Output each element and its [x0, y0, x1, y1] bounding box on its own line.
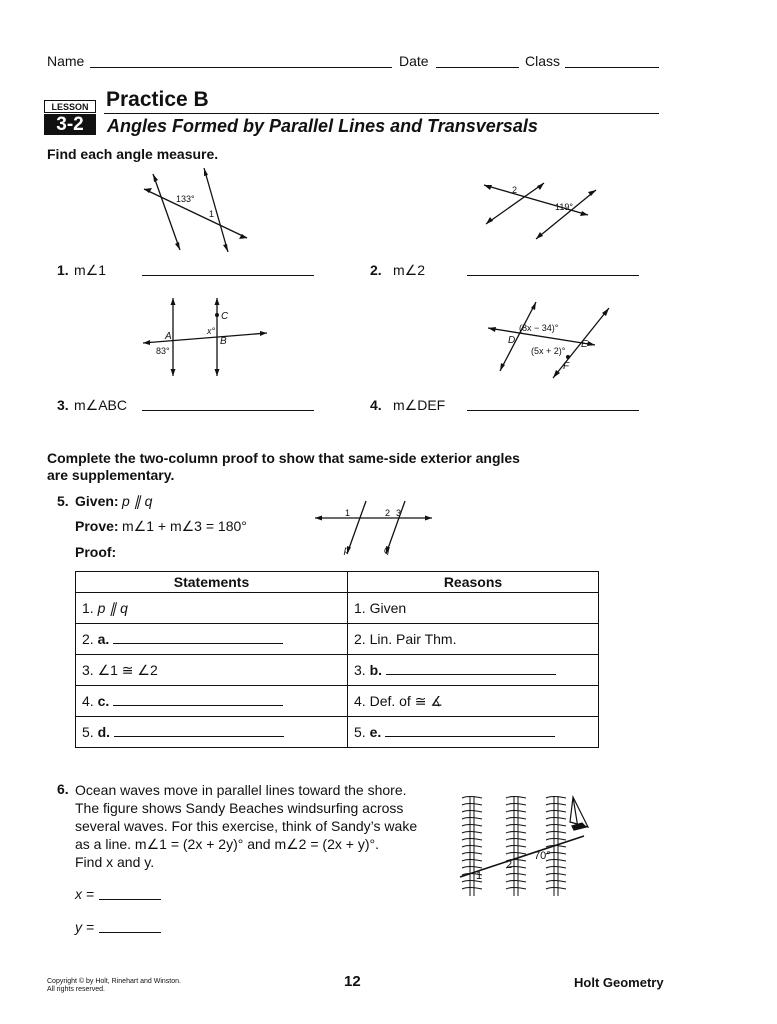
- y-answer[interactable]: [99, 932, 161, 933]
- problem-4-text: m∠DEF: [393, 397, 446, 413]
- fig6-angle-label: 70°: [534, 850, 551, 862]
- y-label: y =: [75, 919, 95, 935]
- statement-text: p ∥ q: [97, 599, 128, 616]
- problem-2-number: 2.: [370, 262, 382, 278]
- proof-row: [76, 686, 599, 717]
- wave-crest: [546, 804, 566, 806]
- section2-instruction-2: are supplementary.: [47, 467, 175, 483]
- lesson-badge: [44, 100, 96, 136]
- proof-table: [75, 571, 599, 748]
- wave-crest: [462, 811, 482, 813]
- fig6-angle-2: 2: [506, 859, 513, 871]
- fig5-line-p: p: [344, 545, 350, 556]
- book-title: Holt Geometry: [574, 975, 664, 990]
- wave-crest: [506, 804, 526, 806]
- reason-cell: [348, 593, 599, 624]
- proof-row: [76, 593, 599, 624]
- reason-text: Lin. Pair Thm.: [369, 631, 457, 647]
- fig4-point-f: F: [563, 361, 570, 372]
- wave-crest: [462, 839, 482, 841]
- wave-crest: [546, 839, 566, 841]
- lesson-number: 3-2: [44, 114, 96, 135]
- lesson-label: LESSON: [44, 100, 96, 113]
- statement-number: 3.: [82, 661, 94, 678]
- wave-crest: [462, 846, 482, 848]
- statement-answer-blank[interactable]: [113, 693, 283, 706]
- reasons-header: Reasons: [348, 572, 599, 593]
- statement-cell[interactable]: [76, 686, 348, 717]
- statement-number: 2.: [82, 631, 94, 647]
- wave-crest: [462, 804, 482, 806]
- wave-crest: [546, 825, 566, 827]
- statements-header: Statements: [76, 572, 348, 593]
- statement-number: 1.: [82, 599, 94, 616]
- fig3-point-b: B: [220, 336, 227, 347]
- problem-3-text: m∠ABC: [74, 397, 127, 413]
- fig1-angle-label: 133°: [176, 194, 195, 204]
- wave-crest: [546, 888, 566, 890]
- problem-6-line: Ocean waves move in parallel lines toward the shore.: [75, 782, 407, 798]
- fig5-angle-3: 3: [396, 508, 402, 518]
- reason-cell: [348, 624, 599, 655]
- wave-crest: [506, 811, 526, 813]
- fig3-point-a: A: [165, 331, 172, 342]
- wave-crest: [462, 853, 482, 855]
- wave-crest: [546, 867, 566, 869]
- page-subtitle: Angles Formed by Parallel Lines and Transversals: [107, 116, 538, 136]
- problem-4-number: 4.: [370, 397, 382, 413]
- wave-crest: [462, 797, 482, 799]
- copyright-line: All rights reserved.: [47, 986, 105, 993]
- reason-cell[interactable]: [348, 655, 599, 686]
- windsurfer-icon: [570, 797, 588, 830]
- problem-1-answer[interactable]: [142, 275, 314, 276]
- wave-crest: [506, 874, 526, 876]
- problem-6-text: [75, 781, 417, 871]
- wave-crest: [462, 832, 482, 834]
- figure-6-waves: [460, 792, 600, 897]
- wave-crest: [462, 860, 482, 862]
- problem-3-number: 3.: [57, 397, 69, 413]
- wave-crest: [546, 797, 566, 799]
- fig5-angle-2: 2: [385, 508, 391, 518]
- fig4-point-d: D: [508, 335, 516, 346]
- reason-cell[interactable]: [348, 717, 599, 748]
- problem-6-line: several waves. For this exercise, think of Sandy’s wake: [75, 818, 418, 834]
- fig5-angle-1: 1: [345, 508, 351, 518]
- wave-crest: [506, 797, 526, 799]
- prove-label: Prove:: [75, 518, 119, 534]
- date-label: Date: [399, 53, 429, 69]
- fig4-angle-bottom: (5x + 2)°: [531, 346, 566, 356]
- statement-answer-blank[interactable]: [113, 631, 283, 644]
- copyright-line: Copyright © by Holt, Rinehart and Winston.: [47, 978, 181, 985]
- wave-crest: [546, 811, 566, 813]
- wave-crest: [506, 818, 526, 820]
- statement-number: 4.: [82, 693, 94, 709]
- date-field[interactable]: [436, 67, 519, 68]
- problem-2-text: m∠2: [393, 262, 425, 278]
- reason-text: Def. of ≅ ∡: [369, 692, 443, 709]
- fig3-point-c: C: [221, 311, 229, 322]
- statement-text: ∠1 ≅ ∠2: [97, 661, 158, 678]
- wave-crest: [506, 853, 526, 855]
- page-title: Practice B: [106, 88, 209, 111]
- problem-1-number: 1.: [57, 262, 69, 278]
- reason-answer-blank[interactable]: [386, 662, 556, 675]
- wave-crest: [506, 846, 526, 848]
- statement-cell[interactable]: [76, 717, 348, 748]
- wave-crest: [546, 881, 566, 883]
- proof-row: [76, 624, 599, 655]
- name-field[interactable]: [90, 67, 392, 68]
- statement-text: d.: [97, 724, 111, 740]
- problem-3-answer[interactable]: [142, 410, 314, 411]
- x-label: x =: [75, 886, 95, 902]
- given-label: Given:: [75, 493, 119, 509]
- wave-crest: [546, 874, 566, 876]
- fig4-point-e: E: [581, 339, 588, 350]
- statement-answer-blank[interactable]: [114, 724, 284, 737]
- reason-number: 5.: [354, 724, 366, 740]
- problem-1-text: m∠1: [74, 262, 106, 278]
- fig2-angle-2: 2: [512, 185, 518, 195]
- title-rule: [104, 113, 659, 114]
- proof-row: [76, 717, 599, 748]
- wave-crest: [462, 818, 482, 820]
- reason-text: e.: [369, 724, 382, 740]
- statement-cell[interactable]: [76, 624, 348, 655]
- wave-crest: [546, 818, 566, 820]
- prove-value: m∠1 + m∠3 = 180°: [122, 518, 247, 534]
- problem-6-line: The figure shows Sandy Beaches windsurfing across: [75, 800, 404, 816]
- reason-text: b.: [369, 662, 383, 678]
- statement-cell: [76, 655, 348, 686]
- figure-5: [312, 498, 437, 560]
- copyright: [47, 978, 181, 994]
- reason-number: 4.: [354, 692, 366, 709]
- problem-5-number: 5.: [57, 493, 69, 509]
- reason-text: Given: [369, 600, 407, 616]
- problem-6-number: 6.: [57, 781, 69, 797]
- statement-text: c.: [97, 693, 110, 709]
- class-field[interactable]: [565, 67, 659, 68]
- wave-crest: [506, 881, 526, 883]
- page-number: 12: [344, 973, 361, 990]
- reason-cell: [348, 686, 599, 717]
- section2-instruction-1: Complete the two-column proof to show that same-side exterior angles: [47, 450, 520, 466]
- fig2-angle-label: 119°: [555, 202, 573, 212]
- statement-text: a.: [97, 631, 110, 647]
- wave-crest: [462, 825, 482, 827]
- figure-3: [140, 292, 270, 382]
- reason-number: 3.: [354, 662, 366, 678]
- class-label: Class: [525, 53, 561, 69]
- given-value: p ∥ q: [122, 493, 153, 509]
- x-answer[interactable]: [99, 899, 161, 900]
- fig5-line-q: q: [384, 545, 390, 556]
- section1-instruction: Find each angle measure.: [47, 146, 219, 162]
- problem-4-answer[interactable]: [467, 410, 639, 411]
- figure-4: [483, 296, 613, 381]
- wave-crest: [546, 832, 566, 834]
- figure-1: [130, 160, 260, 260]
- wave-crest: [506, 825, 526, 827]
- reason-answer-blank[interactable]: [385, 724, 555, 737]
- reason-number: 2.: [354, 631, 366, 647]
- problem-6-line: as a line. m∠1 = (2x + 2y)° and m∠2 = (2x + y)°.: [75, 836, 379, 852]
- statement-cell: [76, 593, 348, 624]
- wave-crest: [462, 867, 482, 869]
- figure-2: [478, 178, 608, 248]
- problem-6-line: Find x and y.: [75, 854, 155, 870]
- wave-crest: [506, 832, 526, 834]
- fig3-angle-x: x°: [207, 326, 216, 336]
- proof-row: [76, 655, 599, 686]
- fig3-angle-label: 83°: [156, 346, 170, 356]
- wave-crest: [462, 888, 482, 890]
- wave-crest: [506, 839, 526, 841]
- proof-label: Proof:: [75, 544, 117, 560]
- fig6-angle-1: 1: [476, 870, 483, 882]
- statement-number: 5.: [82, 724, 94, 740]
- name-label: Name: [47, 53, 85, 69]
- reason-number: 1.: [354, 600, 366, 616]
- fig1-angle-1: 1: [209, 209, 215, 219]
- wave-crest: [506, 888, 526, 890]
- fig4-angle-top: (8x − 34)°: [519, 323, 559, 333]
- problem-2-answer[interactable]: [467, 275, 639, 276]
